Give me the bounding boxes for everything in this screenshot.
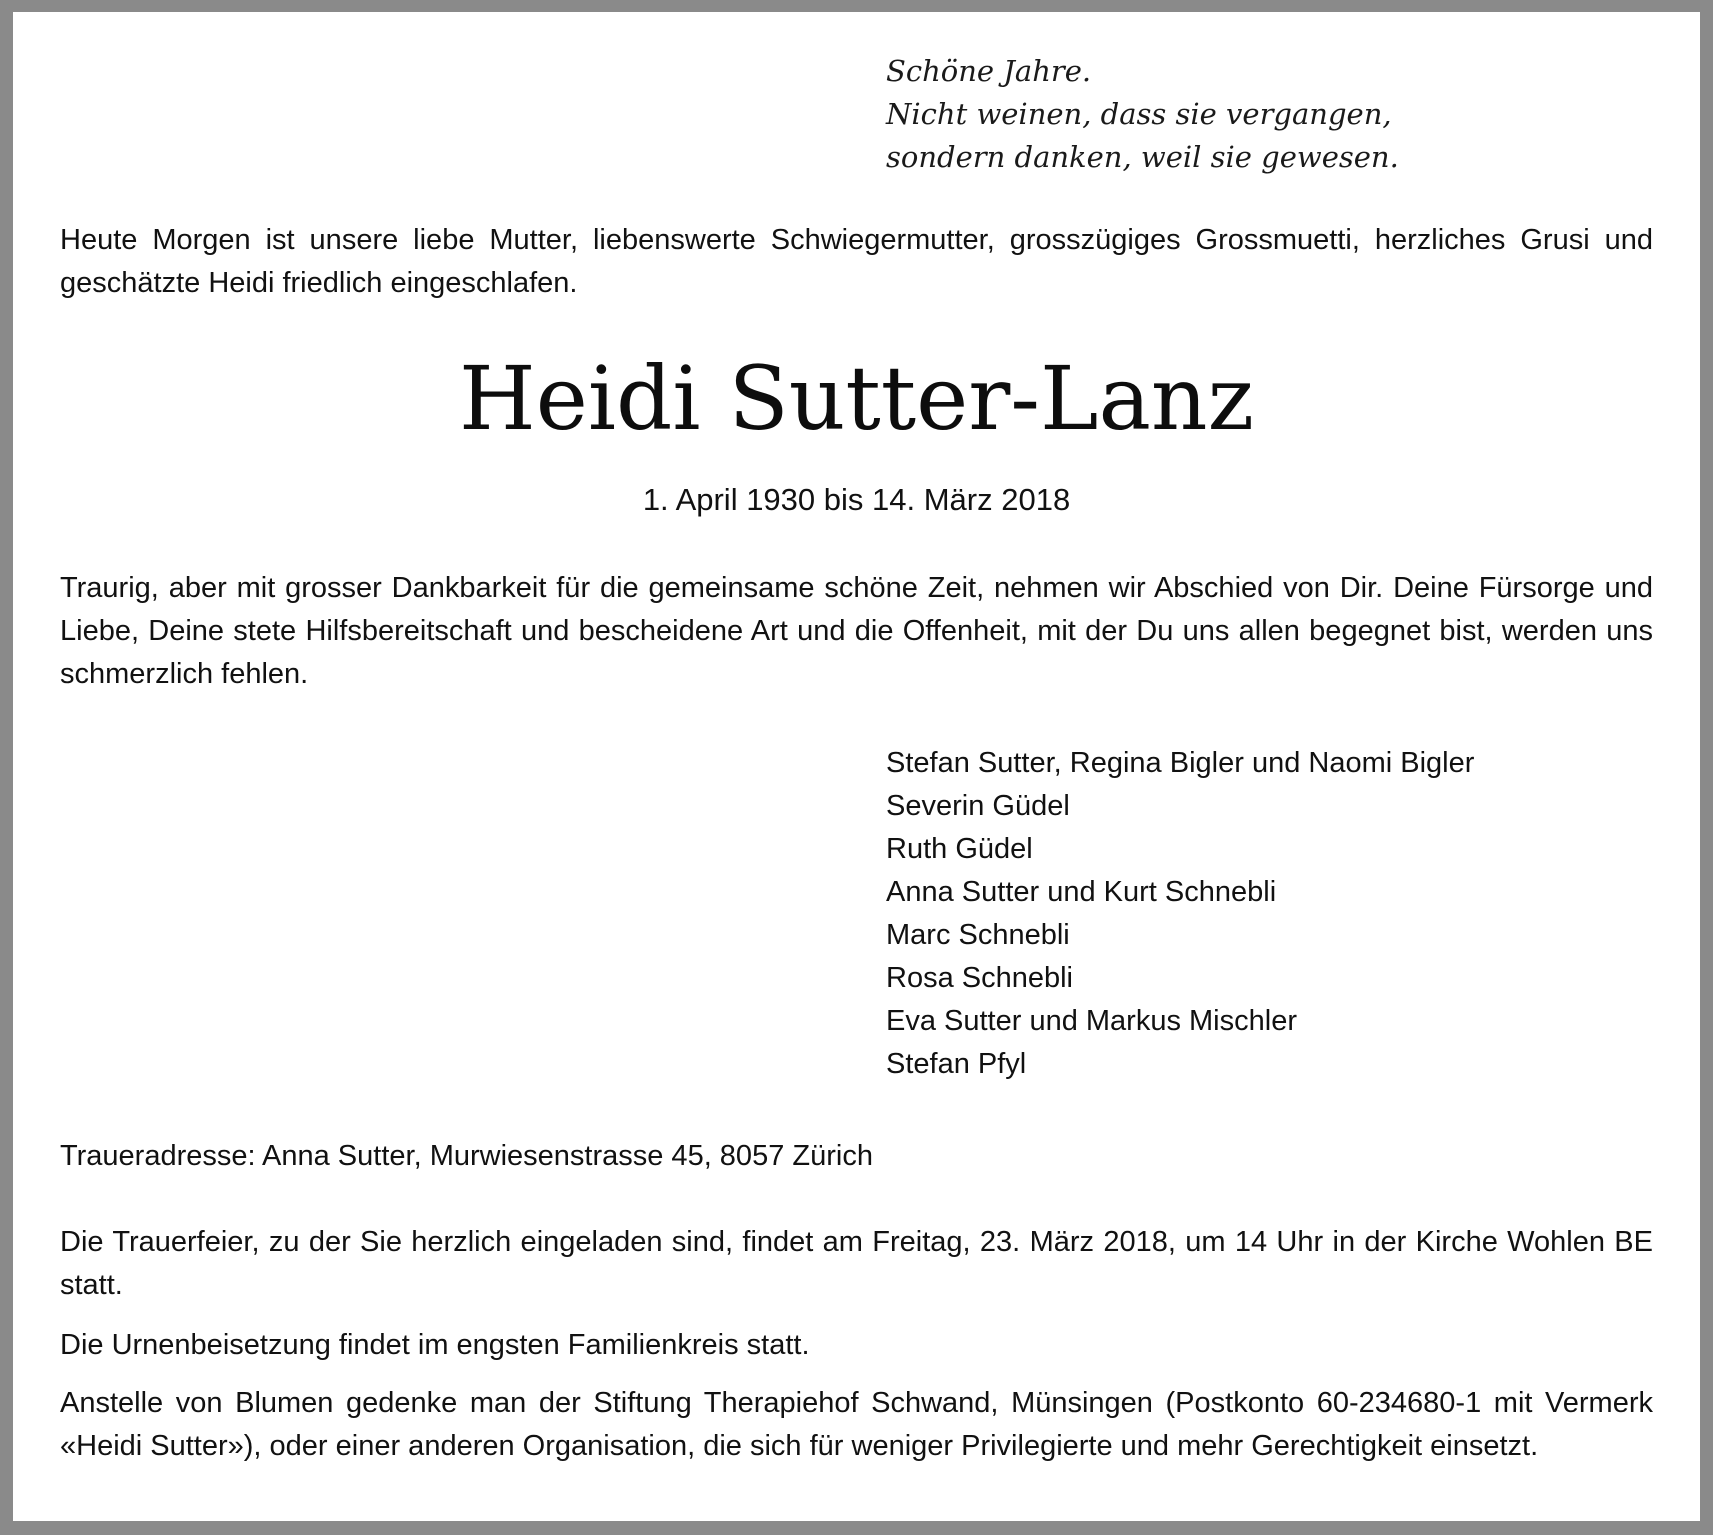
mourner-line: Ruth Güdel <box>886 833 1033 865</box>
mourning-address: Traueradresse: Anna Sutter, Murwiesenstrasse 45, 8057 Zürich <box>60 1140 873 1172</box>
intro-paragraph: Heute Morgen ist unsere liebe Mutter, liebenswerte Schwiegermutter, grosszügiges Grossmuetti, herzliches Grusi und geschätzte Heidi friedlich eingeschlafen. <box>60 224 1653 299</box>
motto-quote <box>886 50 1646 179</box>
life-dates: 1. April 1930 bis 14. März 2018 <box>642 482 1071 517</box>
motto-line: Nicht weinen, dass sie vergangen, <box>886 97 1392 131</box>
mourners-list <box>886 742 1666 1086</box>
urn-burial-paragraph: Die Urnenbeisetzung findet im engsten Familienkreis statt. <box>60 1329 810 1361</box>
mourner-line: Stefan Pfyl <box>886 1048 1027 1080</box>
mourner-line: Marc Schnebli <box>886 919 1070 951</box>
mourner-line: Stefan Sutter, Regina Bigler und Naomi Bigler <box>886 747 1475 779</box>
mourner-line: Eva Sutter und Markus Mischler <box>886 1005 1297 1037</box>
ceremony-paragraph: Die Trauerfeier, zu der Sie herzlich eingeladen sind, findet am Freitag, 23. März 2018, um 14 Uhr in der Kirche Wohlen BE statt. <box>60 1226 1653 1301</box>
farewell-paragraph: Traurig, aber mit grosser Dankbarkeit für die gemeinsame schöne Zeit, nehmen wir Abschied von Dir. Deine Fürsorge und Liebe, Deine stete Hilfsbereitschaft und bescheidene Art und die Offenheit, mit der Du uns allen begegnet bist, werden uns schmerzlich fehlen. <box>60 572 1653 690</box>
mourner-line: Rosa Schnebli <box>886 962 1073 994</box>
mourner-line: Anna Sutter und Kurt Schnebli <box>886 876 1277 908</box>
donation-paragraph: Anstelle von Blumen gedenke man der Stiftung Therapiehof Schwand, Münsingen (Postkonto 60-234680-1 mit Vermerk «Heidi Sutter»), oder einer anderen Organisation, die sich für weniger Privilegierte und mehr Gerechtigkeit einsetzt. <box>60 1387 1653 1462</box>
deceased-name: Heidi Sutter-Lanz <box>459 347 1254 450</box>
obituary-notice <box>13 12 1700 1521</box>
motto-line: Schöne Jahre. <box>886 54 1092 88</box>
mourner-line: Severin Güdel <box>886 790 1070 822</box>
motto-line: sondern danken, weil sie gewesen. <box>886 140 1399 174</box>
